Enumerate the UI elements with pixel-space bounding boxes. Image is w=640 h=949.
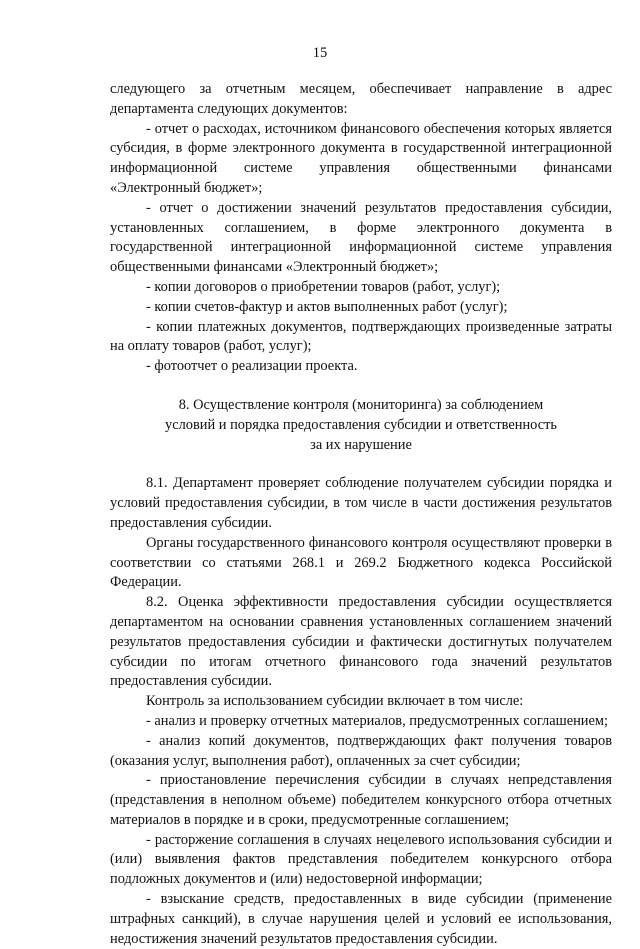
list-item: - копии платежных документов, подтверждающих произведенные затраты на оплату товаров (работ, услуг);	[110, 318, 612, 355]
document-body	[110, 80, 612, 949]
list-item: - приостановление перечисления субсидии в случаях непредставления (представления в неполном объеме) победителем конкурсного отбора отчетных материалов в порядке и в сроки, предусмотренные соглашением;	[110, 772, 612, 828]
section-heading-line: 8. Осуществление контроля (мониторинга) за соблюдением	[178, 396, 544, 413]
list-item: - копии договоров о приобретении товаров (работ, услуг);	[146, 278, 501, 295]
section-heading-line: за их нарушение	[310, 436, 412, 453]
list-item: - фотоотчет о реализации проекта.	[146, 358, 358, 375]
section-heading	[110, 396, 612, 455]
list-item: - копии счетов-фактур и актов выполненных работ (услуг);	[146, 298, 508, 315]
list-item: - отчет о достижении значений результатов предоставления субсидии, установленных соглашением, в форме электронного документа в государственной интеграционной информационной системе управления общественными финансами «Электронный бюджет»;	[110, 199, 612, 276]
list-item: - анализ и проверку отчетных материалов, предусмотренных соглашением;	[146, 712, 608, 729]
section-heading-line: условий и порядка предоставления субсидии и ответственность	[165, 416, 557, 433]
list-item: - взыскание средств, предоставленных в виде субсидии (применение штрафных санкций), в случае нарушения целей и условий ее использования, недостижения значений результатов предоставления субсидии.	[110, 891, 612, 947]
paragraph: Органы государственного финансового контроля осуществляют проверки в соответствии со статьями 268.1 и 269.2 Бюджетного кодекса Российской Федерации.	[110, 534, 612, 591]
paragraph: 8.2. Оценка эффективности предоставления субсидии осуществляется департаментом на основании сравнения установленных соглашением значений результатов предоставления субсидии и фактически достигнутых получателем субсидии по итогам отчетного финансового года значений результатов предоставления субсидии.	[110, 594, 612, 690]
list-item: - анализ копий документов, подтверждающих факт получения товаров (оказания услуг, выполнения работ), оплаченных за счет субсидии;	[110, 732, 612, 769]
paragraph: Контроль за использованием субсидии включает в том числе:	[146, 693, 524, 710]
paragraph: следующего за отчетным месяцем, обеспечивает направление в адрес департамента следующих документов:	[110, 81, 612, 117]
page-number: 15	[312, 45, 328, 61]
paragraph: 8.1. Департамент проверяет соблюдение получателем субсидии порядка и условий предоставления субсидии, в том числе в части достижения результатов предоставления субсидии.	[110, 475, 612, 531]
list-item: - расторжение соглашения в случаях нецелевого использования субсидии и (или) выявления фактов представления победителем конкурсного отбора подложных документов и (или) недостоверной информации;	[110, 831, 612, 888]
list-item: - отчет о расходах, источником финансового обеспечения которых является субсидия, в форме электронного документа в государственной интеграционной информационной системе управления общественными финансами «Электронный бюджет»;	[110, 120, 612, 196]
